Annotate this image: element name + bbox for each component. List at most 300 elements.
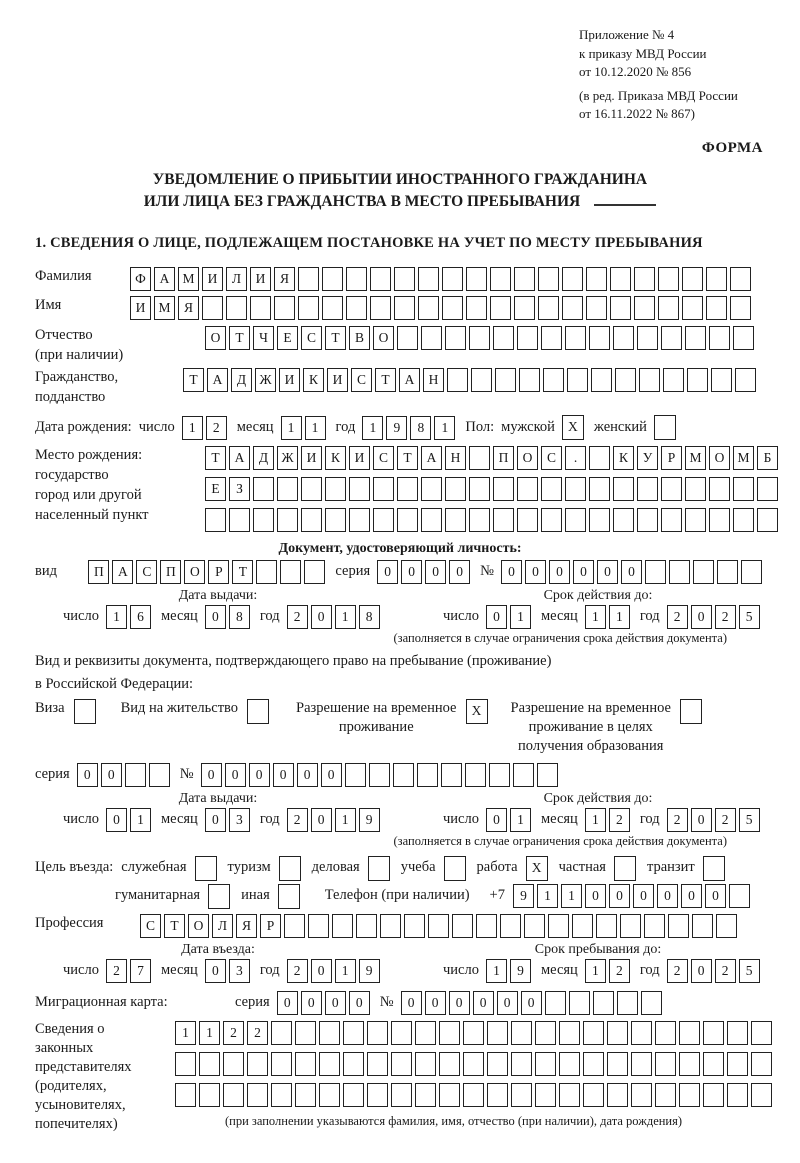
- cell[interactable]: О: [517, 446, 538, 470]
- cell[interactable]: [247, 1052, 268, 1076]
- cell[interactable]: 6: [130, 605, 151, 629]
- cell[interactable]: Л: [226, 267, 247, 291]
- cell[interactable]: [277, 477, 298, 501]
- cell[interactable]: 1: [362, 416, 383, 440]
- cell[interactable]: [716, 914, 737, 938]
- cell[interactable]: И: [327, 368, 348, 392]
- cell[interactable]: [487, 1052, 508, 1076]
- cell[interactable]: [149, 763, 170, 787]
- cell[interactable]: Я: [178, 296, 199, 320]
- cell[interactable]: [709, 477, 730, 501]
- cell[interactable]: .: [565, 446, 586, 470]
- cell[interactable]: 2: [715, 959, 736, 983]
- cell[interactable]: [463, 1083, 484, 1107]
- cell[interactable]: Д: [253, 446, 274, 470]
- cell[interactable]: [735, 368, 756, 392]
- cell[interactable]: Ф: [130, 267, 151, 291]
- cell[interactable]: Д: [231, 368, 252, 392]
- cell[interactable]: [717, 560, 738, 584]
- cell[interactable]: [514, 296, 535, 320]
- cell[interactable]: 0: [521, 991, 542, 1015]
- cell[interactable]: [641, 991, 662, 1015]
- cell[interactable]: [295, 1021, 316, 1045]
- cell[interactable]: 0: [705, 884, 726, 908]
- cell[interactable]: [476, 914, 497, 938]
- cell[interactable]: 0: [311, 605, 332, 629]
- cell[interactable]: [733, 477, 754, 501]
- cell[interactable]: [559, 1021, 580, 1045]
- cell[interactable]: [610, 296, 631, 320]
- cell[interactable]: [421, 508, 442, 532]
- cell[interactable]: А: [399, 368, 420, 392]
- cell[interactable]: Ж: [277, 446, 298, 470]
- cell[interactable]: [661, 508, 682, 532]
- cell[interactable]: [445, 508, 466, 532]
- cell[interactable]: [125, 763, 146, 787]
- cell[interactable]: [572, 914, 593, 938]
- cell[interactable]: Р: [260, 914, 281, 938]
- cell[interactable]: 1: [510, 808, 531, 832]
- cell[interactable]: [583, 1052, 604, 1076]
- cell[interactable]: [256, 560, 277, 584]
- cell[interactable]: [466, 296, 487, 320]
- cell[interactable]: 0: [321, 763, 342, 787]
- cell[interactable]: Е: [277, 326, 298, 350]
- cell[interactable]: 0: [205, 959, 226, 983]
- cell[interactable]: Т: [183, 368, 204, 392]
- cell[interactable]: В: [349, 326, 370, 350]
- cell[interactable]: 0: [297, 763, 318, 787]
- cell[interactable]: [247, 699, 269, 724]
- cell[interactable]: [668, 914, 689, 938]
- cell[interactable]: [645, 560, 666, 584]
- cell[interactable]: [439, 1021, 460, 1045]
- cell[interactable]: А: [154, 267, 175, 291]
- cell[interactable]: [639, 368, 660, 392]
- cell[interactable]: [519, 368, 540, 392]
- cell[interactable]: С: [301, 326, 322, 350]
- cell[interactable]: [415, 1083, 436, 1107]
- cell[interactable]: [679, 1083, 700, 1107]
- cell[interactable]: [614, 856, 636, 881]
- doc-series-cells[interactable]: [377, 559, 473, 585]
- entry-year-cells[interactable]: [287, 958, 383, 984]
- cell[interactable]: [447, 368, 468, 392]
- cell[interactable]: [631, 1052, 652, 1076]
- cell[interactable]: 1: [281, 416, 302, 440]
- cell[interactable]: 0: [401, 560, 422, 584]
- cell[interactable]: 0: [349, 991, 370, 1015]
- cell[interactable]: [370, 296, 391, 320]
- cell[interactable]: [596, 914, 617, 938]
- temp-residence-education-checkbox[interactable]: [680, 699, 705, 725]
- cell[interactable]: 9: [513, 884, 534, 908]
- cell[interactable]: [543, 368, 564, 392]
- cell[interactable]: [418, 267, 439, 291]
- expiry-year-cells[interactable]: [667, 604, 763, 630]
- res-expiry-day-cells[interactable]: [486, 807, 534, 833]
- cell[interactable]: 0: [401, 991, 422, 1015]
- cell[interactable]: 0: [449, 991, 470, 1015]
- cell[interactable]: [325, 477, 346, 501]
- cell[interactable]: 1: [486, 959, 507, 983]
- purpose-transit-checkbox[interactable]: [703, 855, 728, 881]
- cell[interactable]: [661, 326, 682, 350]
- cell[interactable]: [277, 508, 298, 532]
- cell[interactable]: [391, 1052, 412, 1076]
- cell[interactable]: [511, 1021, 532, 1045]
- cell[interactable]: [709, 508, 730, 532]
- cell[interactable]: 2: [667, 959, 688, 983]
- cell[interactable]: 3: [229, 808, 250, 832]
- cell[interactable]: [757, 477, 778, 501]
- cell[interactable]: М: [154, 296, 175, 320]
- cell[interactable]: 1: [537, 884, 558, 908]
- cell[interactable]: [175, 1083, 196, 1107]
- cell[interactable]: [373, 508, 394, 532]
- cell[interactable]: [607, 1052, 628, 1076]
- cell[interactable]: 9: [510, 959, 531, 983]
- cell[interactable]: [593, 991, 614, 1015]
- cell[interactable]: [517, 508, 538, 532]
- cell[interactable]: [583, 1083, 604, 1107]
- cell[interactable]: И: [250, 267, 271, 291]
- cell[interactable]: [493, 508, 514, 532]
- cell[interactable]: 5: [739, 605, 760, 629]
- cell[interactable]: 2: [223, 1021, 244, 1045]
- cell[interactable]: 0: [325, 991, 346, 1015]
- cell[interactable]: [280, 560, 301, 584]
- cell[interactable]: 0: [691, 959, 712, 983]
- cell[interactable]: [586, 296, 607, 320]
- cell[interactable]: И: [279, 368, 300, 392]
- res-issue-day-cells[interactable]: [106, 807, 154, 833]
- cell[interactable]: С: [136, 560, 157, 584]
- cell[interactable]: [679, 1052, 700, 1076]
- cell[interactable]: [538, 267, 559, 291]
- cell[interactable]: [356, 914, 377, 938]
- cell[interactable]: И: [349, 446, 370, 470]
- cell[interactable]: [428, 914, 449, 938]
- cell[interactable]: [655, 1021, 676, 1045]
- cell[interactable]: Т: [375, 368, 396, 392]
- cell[interactable]: 0: [681, 884, 702, 908]
- cell[interactable]: 2: [206, 416, 227, 440]
- expiry-month-cells[interactable]: [585, 604, 633, 630]
- cell[interactable]: А: [112, 560, 133, 584]
- cell[interactable]: [373, 477, 394, 501]
- cell[interactable]: Я: [236, 914, 257, 938]
- cell[interactable]: [370, 267, 391, 291]
- cell[interactable]: [404, 914, 425, 938]
- cell[interactable]: [466, 267, 487, 291]
- cell[interactable]: 0: [449, 560, 470, 584]
- cell[interactable]: [535, 1083, 556, 1107]
- cell[interactable]: [493, 326, 514, 350]
- representatives-row-1[interactable]: [175, 1020, 775, 1046]
- cell[interactable]: А: [207, 368, 228, 392]
- cell[interactable]: [271, 1052, 292, 1076]
- cell[interactable]: [397, 508, 418, 532]
- cell[interactable]: [589, 477, 610, 501]
- cell[interactable]: [490, 267, 511, 291]
- cell[interactable]: 1: [130, 808, 151, 832]
- cell[interactable]: Р: [661, 446, 682, 470]
- cell[interactable]: 8: [359, 605, 380, 629]
- entry-month-cells[interactable]: [205, 958, 253, 984]
- male-checkbox[interactable]: [562, 415, 587, 441]
- representatives-row-2[interactable]: [175, 1051, 775, 1077]
- cell[interactable]: [343, 1021, 364, 1045]
- cell[interactable]: 0: [277, 991, 298, 1015]
- cell[interactable]: [469, 477, 490, 501]
- mc-series-cells[interactable]: [277, 990, 373, 1016]
- cell[interactable]: 0: [691, 605, 712, 629]
- cell[interactable]: П: [160, 560, 181, 584]
- cell[interactable]: [637, 477, 658, 501]
- cell[interactable]: [559, 1052, 580, 1076]
- cell[interactable]: Р: [208, 560, 229, 584]
- issue-year-cells[interactable]: [287, 604, 383, 630]
- cell[interactable]: С: [351, 368, 372, 392]
- citizenship-cells[interactable]: [183, 367, 759, 393]
- cell[interactable]: 1: [510, 605, 531, 629]
- cell[interactable]: [703, 1052, 724, 1076]
- cell[interactable]: 1: [434, 416, 455, 440]
- cell[interactable]: С: [373, 446, 394, 470]
- cell[interactable]: 0: [273, 763, 294, 787]
- cell[interactable]: [663, 368, 684, 392]
- cell[interactable]: [415, 1021, 436, 1045]
- cell[interactable]: [537, 763, 558, 787]
- cell[interactable]: [319, 1052, 340, 1076]
- cell[interactable]: 2: [715, 808, 736, 832]
- cell[interactable]: [445, 326, 466, 350]
- cell[interactable]: [421, 326, 442, 350]
- cell[interactable]: [562, 296, 583, 320]
- cell[interactable]: [567, 368, 588, 392]
- cell[interactable]: [559, 1083, 580, 1107]
- cell[interactable]: 0: [249, 763, 270, 787]
- cell[interactable]: [202, 296, 223, 320]
- cell[interactable]: [733, 326, 754, 350]
- cell[interactable]: [706, 296, 727, 320]
- cell[interactable]: X: [562, 415, 584, 440]
- cell[interactable]: 0: [585, 884, 606, 908]
- birth-place-row-1[interactable]: [205, 445, 781, 471]
- cell[interactable]: М: [685, 446, 706, 470]
- cell[interactable]: [487, 1083, 508, 1107]
- cell[interactable]: 0: [486, 605, 507, 629]
- cell[interactable]: [658, 296, 679, 320]
- cell[interactable]: [298, 296, 319, 320]
- cell[interactable]: [644, 914, 665, 938]
- visa-checkbox[interactable]: [74, 699, 99, 725]
- cell[interactable]: 1: [335, 605, 356, 629]
- patronymic-cells[interactable]: [205, 325, 757, 351]
- cell[interactable]: [397, 326, 418, 350]
- cell[interactable]: [709, 326, 730, 350]
- female-checkbox[interactable]: [654, 415, 679, 441]
- cell[interactable]: [284, 914, 305, 938]
- cell[interactable]: [757, 508, 778, 532]
- cell[interactable]: [541, 326, 562, 350]
- cell[interactable]: [369, 763, 390, 787]
- cell[interactable]: [295, 1052, 316, 1076]
- cell[interactable]: [500, 914, 521, 938]
- cell[interactable]: 0: [486, 808, 507, 832]
- cell[interactable]: [634, 267, 655, 291]
- cell[interactable]: [730, 267, 751, 291]
- purpose-other-checkbox[interactable]: [278, 883, 303, 909]
- cell[interactable]: 1: [106, 605, 127, 629]
- cell[interactable]: [495, 368, 516, 392]
- cell[interactable]: [229, 508, 250, 532]
- cell[interactable]: [205, 508, 226, 532]
- cell[interactable]: 1: [585, 959, 606, 983]
- cell[interactable]: [669, 560, 690, 584]
- cell[interactable]: [274, 296, 295, 320]
- cell[interactable]: [703, 1021, 724, 1045]
- purpose-work-checkbox[interactable]: [526, 855, 551, 881]
- cell[interactable]: 2: [287, 808, 308, 832]
- cell[interactable]: П: [493, 446, 514, 470]
- cell[interactable]: [445, 477, 466, 501]
- cell[interactable]: [367, 1052, 388, 1076]
- cell[interactable]: [439, 1052, 460, 1076]
- cell[interactable]: 1: [585, 605, 606, 629]
- purpose-tourism-checkbox[interactable]: [279, 855, 304, 881]
- cell[interactable]: 2: [609, 808, 630, 832]
- cell[interactable]: [394, 267, 415, 291]
- cell[interactable]: К: [613, 446, 634, 470]
- cell[interactable]: [195, 856, 217, 881]
- cell[interactable]: 5: [739, 808, 760, 832]
- cell[interactable]: [442, 296, 463, 320]
- cell[interactable]: [343, 1052, 364, 1076]
- issue-day-cells[interactable]: [106, 604, 154, 630]
- cell[interactable]: [349, 477, 370, 501]
- cell[interactable]: [655, 1052, 676, 1076]
- cell[interactable]: Ч: [253, 326, 274, 350]
- cell[interactable]: Б: [757, 446, 778, 470]
- cell[interactable]: [634, 296, 655, 320]
- res-expiry-year-cells[interactable]: [667, 807, 763, 833]
- cell[interactable]: [541, 508, 562, 532]
- cell[interactable]: 0: [525, 560, 546, 584]
- cell[interactable]: 2: [715, 605, 736, 629]
- cell[interactable]: А: [421, 446, 442, 470]
- cell[interactable]: [613, 508, 634, 532]
- cell[interactable]: 0: [549, 560, 570, 584]
- representatives-row-3[interactable]: [175, 1082, 775, 1108]
- cell[interactable]: [332, 914, 353, 938]
- mc-number-cells[interactable]: [401, 990, 665, 1016]
- cell[interactable]: [751, 1083, 772, 1107]
- cell[interactable]: [208, 884, 230, 909]
- cell[interactable]: 1: [335, 808, 356, 832]
- cell[interactable]: [346, 267, 367, 291]
- cell[interactable]: 8: [229, 605, 250, 629]
- cell[interactable]: И: [130, 296, 151, 320]
- cell[interactable]: [421, 477, 442, 501]
- cell[interactable]: [727, 1052, 748, 1076]
- cell[interactable]: [607, 1021, 628, 1045]
- birth-month-cells[interactable]: [281, 415, 329, 441]
- cell[interactable]: 2: [667, 808, 688, 832]
- cell[interactable]: 7: [130, 959, 151, 983]
- cell[interactable]: [685, 508, 706, 532]
- cell[interactable]: 0: [573, 560, 594, 584]
- cell[interactable]: [279, 856, 301, 881]
- cell[interactable]: [591, 368, 612, 392]
- cell[interactable]: [391, 1021, 412, 1045]
- cell[interactable]: [589, 446, 610, 470]
- cell[interactable]: [380, 914, 401, 938]
- cell[interactable]: [613, 326, 634, 350]
- cell[interactable]: [586, 267, 607, 291]
- cell[interactable]: 1: [305, 416, 326, 440]
- cell[interactable]: X: [466, 699, 488, 724]
- cell[interactable]: [751, 1052, 772, 1076]
- expiry-day-cells[interactable]: [486, 604, 534, 630]
- cell[interactable]: Н: [423, 368, 444, 392]
- res-expiry-month-cells[interactable]: [585, 807, 633, 833]
- cell[interactable]: Я: [274, 267, 295, 291]
- cell[interactable]: [223, 1052, 244, 1076]
- cell[interactable]: [658, 267, 679, 291]
- cell[interactable]: Н: [445, 446, 466, 470]
- cell[interactable]: 0: [77, 763, 98, 787]
- cell[interactable]: [535, 1052, 556, 1076]
- cell[interactable]: С: [140, 914, 161, 938]
- cell[interactable]: Т: [164, 914, 185, 938]
- cell[interactable]: [741, 560, 762, 584]
- cell[interactable]: Т: [397, 446, 418, 470]
- cell[interactable]: 1: [561, 884, 582, 908]
- cell[interactable]: [322, 296, 343, 320]
- cell[interactable]: З: [229, 477, 250, 501]
- cell[interactable]: [535, 1021, 556, 1045]
- cell[interactable]: [751, 1021, 772, 1045]
- cell[interactable]: [278, 884, 300, 909]
- cell[interactable]: [393, 763, 414, 787]
- cell[interactable]: [548, 914, 569, 938]
- cell[interactable]: [562, 267, 583, 291]
- cell[interactable]: 1: [585, 808, 606, 832]
- cell[interactable]: 0: [425, 991, 446, 1015]
- cell[interactable]: 0: [609, 884, 630, 908]
- birth-place-row-2[interactable]: [205, 476, 781, 502]
- birth-year-cells[interactable]: [362, 415, 458, 441]
- cell[interactable]: Т: [232, 560, 253, 584]
- cell[interactable]: [569, 991, 590, 1015]
- cell[interactable]: [415, 1052, 436, 1076]
- cell[interactable]: [223, 1083, 244, 1107]
- cell[interactable]: [513, 763, 534, 787]
- cell[interactable]: [730, 296, 751, 320]
- cell[interactable]: [418, 296, 439, 320]
- cell[interactable]: [655, 1083, 676, 1107]
- cell[interactable]: И: [202, 267, 223, 291]
- firstname-cells[interactable]: [130, 295, 754, 321]
- cell[interactable]: [391, 1083, 412, 1107]
- cell[interactable]: [679, 1021, 700, 1045]
- cell[interactable]: [301, 477, 322, 501]
- cell[interactable]: [727, 1083, 748, 1107]
- cell[interactable]: [517, 477, 538, 501]
- cell[interactable]: [441, 763, 462, 787]
